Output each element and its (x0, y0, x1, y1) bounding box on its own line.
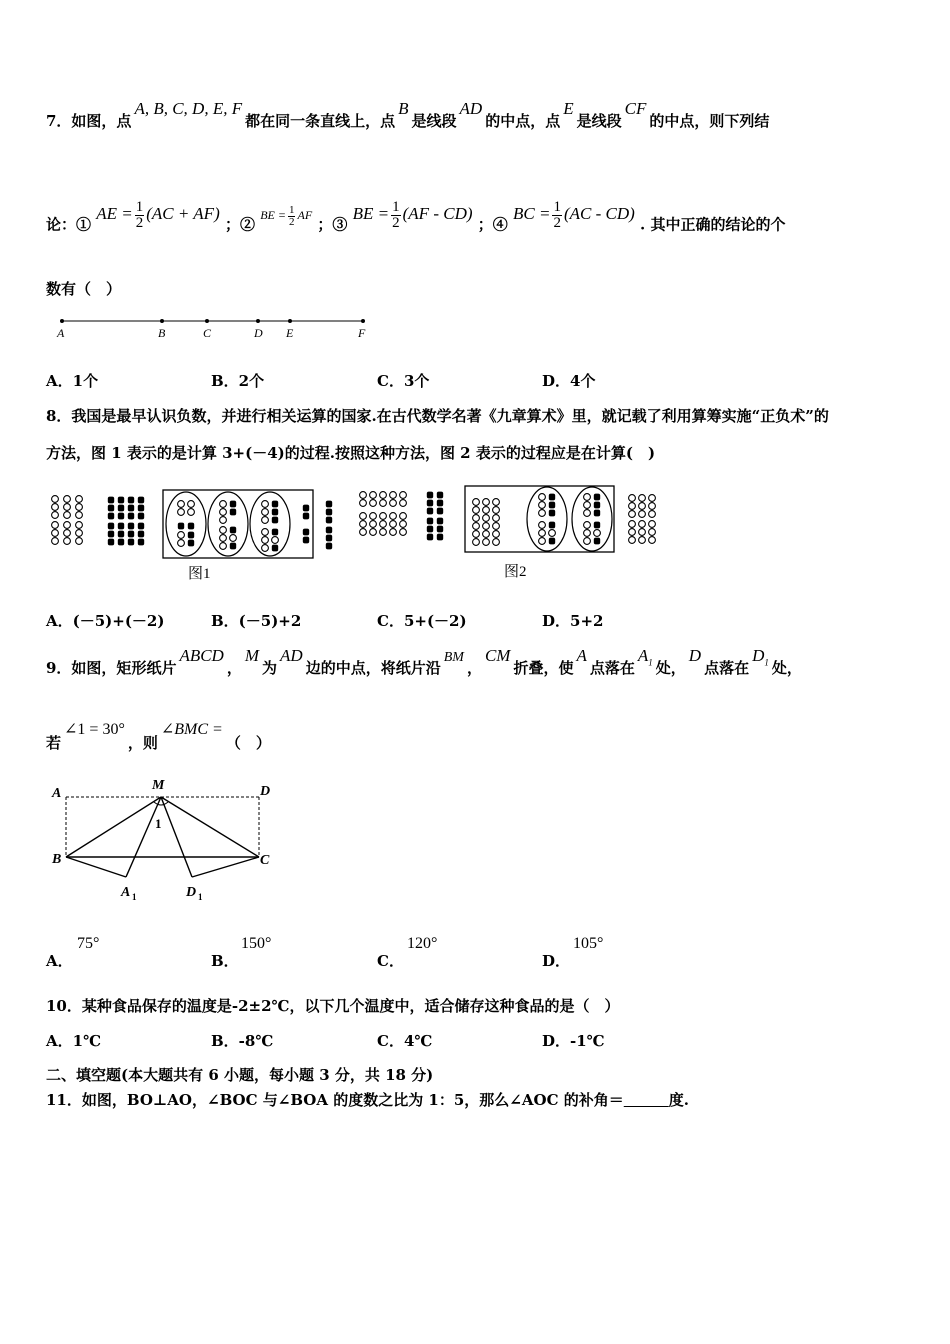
label-A: A (57, 326, 65, 340)
q8-option-d[interactable]: D．5+2 (542, 612, 604, 630)
rod-group-2b (427, 492, 443, 541)
q10-option-a[interactable]: A．1℃ (46, 1032, 102, 1050)
q8-figure (40, 480, 680, 585)
q9-figure (44, 772, 284, 907)
fig-label-B: B (52, 852, 62, 867)
formula-3: BE = $\frac{1}{2}$ (AF - CD) (352, 199, 473, 231)
q10-option-c[interactable]: C．4℃ (377, 1032, 433, 1050)
q9-option-d-value: 105° (573, 935, 604, 952)
fig-label-angle-1: 1 (155, 816, 162, 831)
q7-line1: 7．如图，点A, B, C, D, E, F都在同一条直线上，点B是线段AD的中点，点E是线段CF的中点，则下列结 (46, 99, 770, 130)
fig-label-M: M (152, 778, 165, 793)
q7-option-b[interactable]: B．2个 (211, 372, 265, 390)
q7-number-line (52, 314, 382, 344)
rod-group-2d (629, 495, 656, 544)
fig-label-C: C (260, 853, 270, 868)
fig-label-A1: A (121, 885, 131, 900)
q8-line2: 方法，图 1 表示的是计算 3+(－4)的过程.按照这种方法，图 2 表示的过程应是在计算( ) (46, 444, 656, 462)
label-D: D (254, 326, 263, 340)
fig-label-D: D (260, 784, 271, 799)
fig-label-A1-sub: 1 (132, 892, 137, 902)
q11-line: 11．如图，BO⊥AO，∠BOC 与∠BOA 的度数之比为 1：5，那么∠AOC 的补角＝ 度. (46, 1091, 689, 1109)
q9-option-b-value: 150° (241, 935, 272, 952)
fig2-caption: 图2 (504, 564, 527, 580)
rod-group-1a (52, 496, 83, 545)
formula-1: AE = $\frac{1}{2}$ (AC + AF) (96, 199, 220, 231)
q9-option-c-value: 120° (407, 935, 438, 952)
label-E: E (286, 326, 294, 340)
q7-option-d[interactable]: D．4个 (542, 372, 596, 390)
fig1-caption: 图1 (188, 566, 211, 582)
rod-group-1d (326, 501, 332, 550)
section-2-heading: 二、填空题(本大题共有 6 小题，每小题 3 分，共 18 分) (46, 1066, 434, 1084)
formula-4: BC = $\frac{1}{2}$ (AC - CD) (513, 199, 635, 231)
q10-line: 10．某种食品保存的温度是-2±2℃，以下几个温度中，适合储存这种食品的是（ ） (46, 997, 620, 1015)
q7-option-a[interactable]: A．1个 (46, 372, 99, 390)
q7-option-c[interactable]: C．3个 (377, 372, 430, 390)
rod-group-2a (360, 492, 407, 536)
q8-line1: 8．我国是最早认识负数，并进行相关运算的国家.在古代数学名著《九章算术》里，就记载了利用算筹实施“正负术”的 (46, 407, 829, 425)
q9-option-c[interactable]: C． (377, 952, 404, 970)
q8-option-b[interactable]: B．(－5)+2 (211, 612, 302, 630)
label-F: F (358, 326, 366, 340)
q8-option-a[interactable]: A．(－5)+(－2) (46, 612, 165, 630)
q9-line2: 若∠1 = 30°，则∠BMC =（ ） (46, 721, 271, 752)
label-B: B (158, 326, 166, 340)
fig-label-A: A (52, 786, 62, 801)
q8-option-c[interactable]: C．5+(－2) (377, 612, 467, 630)
rod-group-1c (166, 492, 309, 556)
q7-line2: 论：① AE = $\frac{1}{2}$ (AC + AF) ；② $^{BE = \frac{1}{2} AF}$ ；③ BE = $\frac{1}{2}$ (AF - CD) ；④ BC = $\frac{1}{2}$ (AC - CD) . 其中正确的结论的个 (46, 199, 786, 234)
q7-line3: 数有（ ） (46, 280, 122, 298)
q10-option-d[interactable]: D．-1℃ (542, 1032, 605, 1050)
q9-line1: 9．如图，矩形纸片ABCD，M为AD边的中点，将纸片沿BM，CM折叠，使A点落在$A_1$ 处，D点落在$D_1$ 处， (46, 646, 802, 677)
fig-label-D1: D (186, 885, 197, 900)
q9-option-b[interactable]: B． (211, 952, 239, 970)
rod-group-1b (108, 497, 144, 546)
label-C: C (203, 326, 212, 340)
q9-option-a-value: 75° (77, 935, 100, 952)
q9-option-d[interactable]: D． (542, 952, 571, 970)
q9-option-a[interactable]: A． (46, 952, 73, 970)
fig-label-D1-sub: 1 (198, 892, 203, 902)
q11-answer-blank[interactable] (624, 1091, 669, 1109)
q10-option-b[interactable]: B．-8℃ (211, 1032, 274, 1050)
formula-2: BE = 1 2 AF (260, 204, 313, 229)
rod-group-2c (473, 487, 612, 551)
